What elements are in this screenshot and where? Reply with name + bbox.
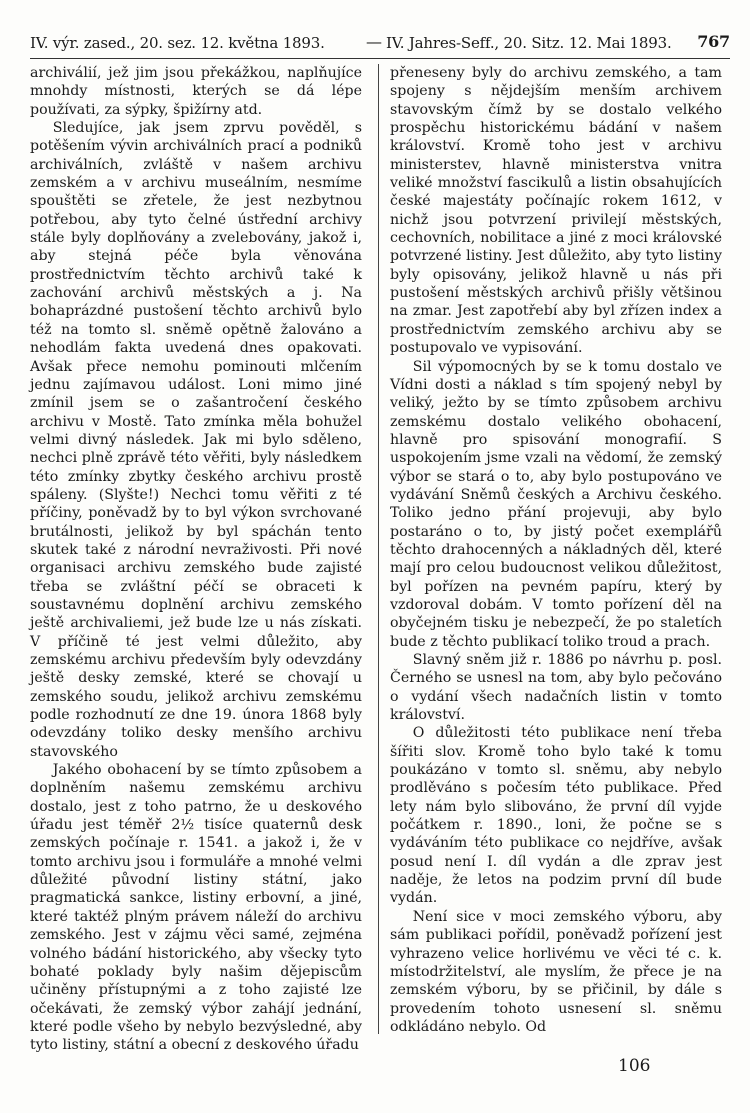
left-column xyxy=(30,64,362,1055)
paragraph: Sledujíce, jak jsem zprvu pověděl, s potěšením vývin archiválních prací a podniků archiválních, zvláště v našem archivu zemském a v archivu museálním, nesmíme spouštěti se zřetele, že jest nezbytnou potřebou, aby tyto čelné ústřední archivy stále byly doplňovány a zvelebovány, jakož i, aby stejná péče byla věnována prostřednictvím těchto archivů také k zachování archivů městských a j. Na bohaprázdné pustošení těchto archivů bylo též na tomto sl. sněmě opětně žalováno a nehodlám fakta uvedená dnes opakovati. Avšak přece nemohu pominouti mlčením jednu zajímavou událost. Loni mimo jiné zmínil jsem se o zašantročení českého archivu v Mostě. Tato zmínka měla bohužel velmi divný následek. Jak mi bylo sděleno, nechci plně zprávě této věřiti, byly následkem této zmínky zbytky českého archivu prostě spáleny. (Slyšte!) Nechci tomu věřiti z té příčiny, poněvadž by to byl výkon svrchované brutálnosti, jelikož by byl spáchán tento skutek také z národní nevraživosti. Při nové organisaci archivu zemského bude zajisté třeba se zvláštní péčí se obraceti k soustavnému doplnění archivu zemského ještě archivaliemi, jež bude lze u nás získati. V příčině té jest velmi důležito, aby zemskému archivu především byly odevzdány ještě desky zemské, které se chovají u zemského soudu, jelikož archivu zemskému podle rozhodnutí ze dne 19. února 1868 byly odevzdány toliko desky menšího archivu stavovského xyxy=(30,120,362,760)
column-divider xyxy=(378,64,379,1034)
header-german: IV. Jahres-Seff., 20. Sitz. 12. Mai 1893. xyxy=(386,34,672,52)
right-column xyxy=(390,64,722,1036)
paragraph: Jakého obohacení by se tímto způsobem a doplněním našemu zemskému archivu dostalo, jest z toho patrno, že u deskového úřadu jest téměř 2½ tisíce quaternů desk zemských počínaje r. 1541. a jakož i, že v tomto archivu jsou i formuláře a mnohé velmi důležité původní listiny státní, jako pragmatická sankce, listiny erbovní, a jiné, které taktéž plným právem náleží do archivu zemského. Jest v zájmu věci samé, zejména volného bádání historického, aby všecky tyto bohaté poklady byly našim dějepiscům učiněny přístupnými a z toho zajisté lze očekávati, že zemský výbor zahájí jednání, které podle všeho by nebylo bezvýsledné, aby tyto listiny, státní a obecní z deskového úřadu xyxy=(30,762,362,1054)
paragraph: Sil výpomocných by se k tomu dostalo ve Vídni dosti a náklad s tím spojený nebyl by veliký, ježto by se tímto způsobem archivu zemskému dostalo velikého obohacení, hlavně pro spisování monografií. S uspokojením jsme vzali na vědomí, že zemský výbor se stará o to, aby bylo postupováno ve vydávání Sněmů českých a Archivu českého. Toliko jedno přání projevuji, aby bylo postaráno o to, by jistý počet exemplářů těchto drahocenných a nákladných děl, které mají pro celou budoucnost velikou důležitost, byl pořízen na pevném papíru, který by vzdoroval dobám. V tomto pořízení děl na obyčejném tisku je nebezpečí, že po staletích bude z těchto publikací toliko troud a prach. xyxy=(390,358,722,650)
paragraph: archiválií, jež jim jsou překážkou, naplňujíce mnohdy místnosti, kterých se dá lépe používati, za sýpky, špižírny atd. xyxy=(30,65,362,118)
document-page xyxy=(30,30,730,1090)
header-czech: IV. výr. zased., 20. sez. 12. května 1893. xyxy=(30,34,325,52)
header-rule xyxy=(30,58,730,59)
page-number: 767 xyxy=(697,32,730,51)
paragraph: Slavný sněm již r. 1886 po návrhu p. posl. Černého se usnesl na tom, aby bylo pečováno o vydání všech nadačních listin v tomto království. xyxy=(390,652,722,724)
paragraph: přeneseny byly do archivu zemského, a tam spojeny s nějdejším menším archivem stavovským čímž by se dostalo velkého prospěchu historickému bádání v našem království. Kromě toho jest v archivu ministerstev, hlavně ministerstva vnitra veliké množství fascikulů a listin obsahujících české majestáty počínajíc rokem 1612, v nichž jsou potvrzení privilejí městských, cechovních, nobilitace a jiné z moci královské potvrzené listiny. Jest důležito, aby tyto listiny byly opisovány, jelikož hlavně u nás při pustošení městských archivů přišly většinou na zmar. Jest zapotřebí aby byl zřízen index a prostřednictvím zemského archivu aby se postupovalo ve vypisování. xyxy=(390,65,722,357)
paragraph: Není sice v moci zemského výboru, aby sám publikaci pořídil, poněvadž pořízení jest vyhrazeno velice horlivému ve věci té c. k. místodržitelství, ale myslím, že přece je na zemském výboru, by se přičinil, by dále s provedením tohoto usnesení sl. sněmu odkládáno nebylo. Od xyxy=(390,908,722,1035)
footer-sheet-number: 106 xyxy=(618,1056,651,1076)
paragraph: O důležitosti této publikace není třeba šířiti slov. Kromě toho bylo také k tomu poukázáno v tomto sl. sněmu, aby nebylo prodlěváno s počesím této publikace. Před lety nám bylo slibováno, že první díl vyjde počátkem r. 1890., loni, že počne se s vydáváním této publikace co nejdříve, avšak posud není I. díl vydán a dle zprav jest naděje, že letos na podzim první díl bude vydán. xyxy=(390,725,722,907)
page-header xyxy=(30,30,730,54)
header-dash: — xyxy=(366,32,382,51)
